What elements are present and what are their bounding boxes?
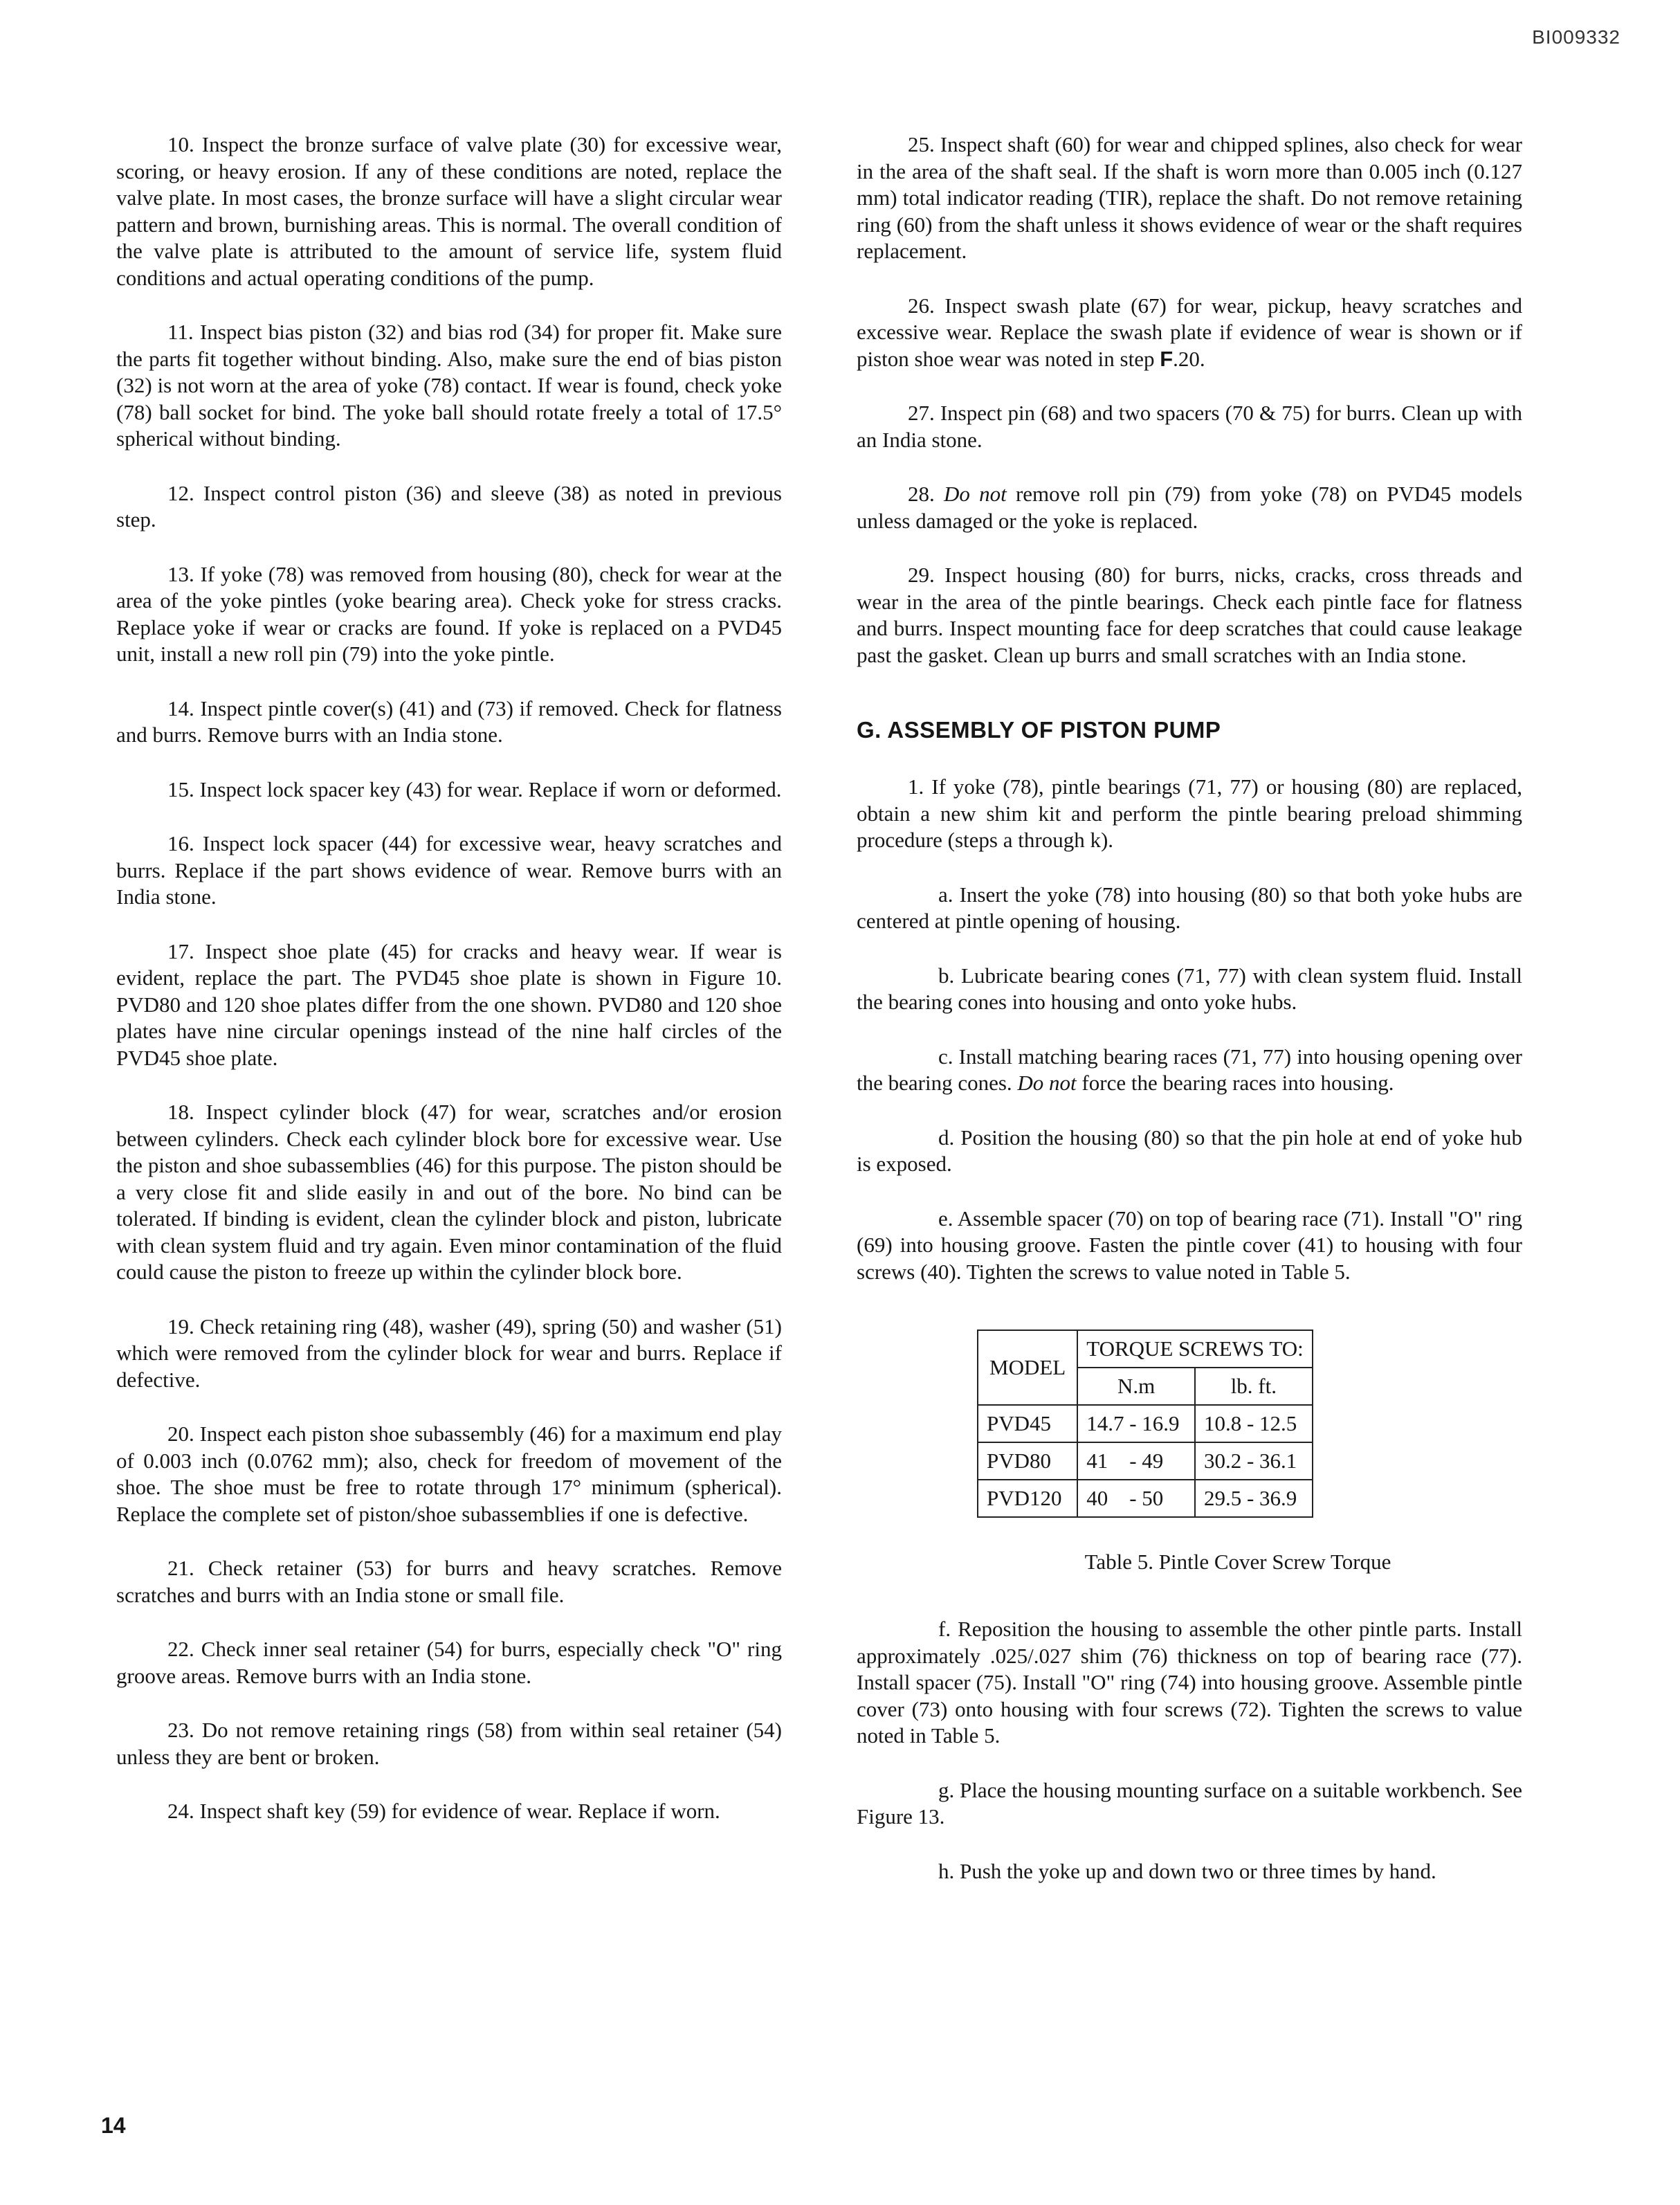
step-14: 14. Inspect pintle cover(s) (41) and (73) if removed. Check for flatness and burrs. Remove burrs with an India stone. <box>116 696 782 747</box>
left-column <box>116 131 782 1853</box>
step-26 <box>857 293 1522 373</box>
step-16: 16. Inspect lock spacer (44) for excessive wear, heavy scratches and burrs. Replace if the part shows evidence of wear. Remove burrs with an India stone. <box>116 831 782 909</box>
step-19: 19. Check retaining ring (48), washer (49), spring (50) and washer (51) which were removed from the cylinder block for wear and burrs. Replace if defective. <box>116 1314 782 1392</box>
assembly-step-d: d. Position the housing (80) so that the pin hole at end of yoke hub is exposed. <box>857 1125 1522 1176</box>
assembly-step-h: h. Push the yoke up and down two or three times by hand. <box>938 1858 1436 1883</box>
step-23: 23. Do not remove retaining rings (58) from within seal retainer (54) unless they are bent or broken. <box>116 1718 782 1769</box>
step-24: 24. Inspect shaft key (59) for evidence of wear. Replace if worn. <box>167 1799 720 1823</box>
table-cell-model: PVD45 <box>978 1405 1077 1442</box>
step-11: 11. Inspect bias piston (32) and bias rod (34) for proper fit. Make sure the parts fit together without binding. Also, make sure the end of bias piston (32) is not worn at the area of yoke (78) contact. If wear is found, check yoke (78) ball socket for bind. The yoke ball should rotate freely a total of 17.5° spherical without binding. <box>116 320 782 451</box>
step-12: 12. Inspect control piston (36) and sleeve (38) as noted in previous step. <box>116 480 782 532</box>
assembly-step-f: f. Reposition the housing to assemble the other pintle parts. Install approximately .025/.027 shim (76) thickness on top of bearing race (77). Install spacer (75). Install "O" ring (74) into housing groove. Assemble pintle cover (73) onto housing with four screws (72). Tighten the screws to value noted in Table 5. <box>857 1617 1522 1748</box>
document-id: BI009332 <box>1532 26 1620 48</box>
step-15: 15. Inspect lock spacer key (43) for wear. Replace if worn or deformed. <box>167 777 782 801</box>
step-21: 21. Check retainer (53) for burrs and heavy scratches. Remove scratches and burrs with an India stone or small file. <box>116 1556 782 1607</box>
table-cell-lbft: 30.2 - 36.1 <box>1195 1442 1313 1480</box>
step-27: 27. Inspect pin (68) and two spacers (70 & 75) for burrs. Clean up with an India stone. <box>857 401 1522 452</box>
step-28-number: 28. <box>908 482 944 506</box>
assembly-step-c <box>857 1044 1522 1097</box>
torque-header: TORQUE SCREWS TO: <box>1077 1330 1313 1368</box>
step-26-text: 26. Inspect swash plate (67) for wear, pickup, heavy scratches and excessive wear. Replace the swash plate if evidence of wear is shown or if piston shoe wear was noted in step <box>857 293 1522 371</box>
model-header: MODEL <box>978 1330 1077 1405</box>
assembly-step-e: e. Assemble spacer (70) on top of bearing race (71). Install "O" ring (69) into housing groove. Fasten the pintle cover (41) to housing with four screws (40). Tighten the screws to value noted in Table 5. <box>857 1206 1522 1284</box>
step-26-tail: .20. <box>1173 346 1205 371</box>
unit-lbft: lb. ft. <box>1195 1368 1313 1405</box>
step-25: 25. Inspect shaft (60) for wear and chipped splines, also check for wear in the area of the shaft seal. If the shaft is worn more than 0.005 inch (0.127 mm) total indicator reading (TIR), replace the shaft. Do not remove retaining ring (60) from the shaft unless it shows evidence of wear or the shaft requires replacement. <box>857 132 1522 263</box>
section-heading: G. ASSEMBLY OF PISTON PUMP <box>857 717 1221 743</box>
table-cell-nm: 40 - 50 <box>1077 1480 1195 1517</box>
step-29: 29. Inspect housing (80) for burrs, nicks, cracks, cross threads and wear in the area of the pintle bearings. Check each pintle face for flatness and burrs. Inspect mounting face for deep scratches that could cause leakage past the gasket. Clean up burrs and small scratches with an India stone. <box>857 563 1522 667</box>
table-cell-model: PVD80 <box>978 1442 1077 1480</box>
right-column <box>857 131 1522 1912</box>
table-cell-lbft: 10.8 - 12.5 <box>1195 1405 1313 1442</box>
assembly-step-c-text: c. Install matching bearing races (71, 77) into housing opening over the bearing cones. <box>857 1044 1522 1095</box>
unit-nm: N.m <box>1077 1368 1195 1405</box>
table-row <box>978 1405 1313 1442</box>
step-28-emphasis: Do not <box>943 482 1007 506</box>
step-10: 10. Inspect the bronze surface of valve plate (30) for excessive wear, scoring, or heavy erosion. If any of these conditions are noted, replace the valve plate. In most cases, the bronze surface will have a slight circular wear pattern and brown, burnishing areas. This is normal. The overall condition of the valve plate is attributed to the amount of service life, system fluid conditions and actual operating conditions of the pump. <box>116 132 782 290</box>
table-header-row <box>978 1330 1313 1368</box>
table-cell-nm: 41 - 49 <box>1077 1442 1195 1480</box>
step-20: 20. Inspect each piston shoe subassembly (46) for a maximum end play of 0.003 inch (0.0762 mm); also, check for freedom of movement of the shoe. The shoe must be free to rotate through 17° minimum (spherical). Replace the complete set of piston/shoe subassemblies if one is defective. <box>116 1422 782 1526</box>
assembly-step-1: 1. If yoke (78), pintle bearings (71, 77) or housing (80) are replaced, obtain a new shim kit and perform the pintle bearing preload shimming procedure (steps a through k). <box>857 774 1522 852</box>
step-28 <box>857 481 1522 534</box>
step-26-ref: F <box>1160 346 1174 371</box>
table-cell-lbft: 29.5 - 36.9 <box>1195 1480 1313 1517</box>
table-cell-model: PVD120 <box>978 1480 1077 1517</box>
assembly-step-c-tail: force the bearing races into housing. <box>1076 1071 1394 1095</box>
page-number: 14 <box>101 2113 126 2138</box>
table-caption: Table 5. Pintle Cover Screw Torque <box>1084 1550 1391 1574</box>
table-cell-nm: 14.7 - 16.9 <box>1077 1405 1195 1442</box>
step-13: 13. If yoke (78) was removed from housing (80), check for wear at the area of the yoke pintles (yoke bearing area). Check yoke for stress cracks. Replace yoke if wear or cracks are found. If yoke is replaced on a PVD45 unit, install a new roll pin (79) into the yoke pintle. <box>116 561 782 666</box>
assembly-step-g: g. Place the housing mounting surface on a suitable workbench. See Figure 13. <box>857 1777 1522 1829</box>
step-28-text: remove roll pin (79) from yoke (78) on PVD45 models unless damaged or the yoke is replaced. <box>857 482 1523 533</box>
step-22: 22. Check inner seal retainer (54) for burrs, especially check "O" ring groove areas. Remove burrs with an India stone. <box>116 1637 782 1688</box>
assembly-step-c-emphasis: Do not <box>1017 1071 1077 1095</box>
step-18: 18. Inspect cylinder block (47) for wear, scratches and/or erosion between cylinders. Check each cylinder block bore for excessive wear. Use the piston and shoe subassemblies (46) for this purpose. The piston should be a very close fit and slide easily in and out of the bore. No bind can be tolerated. If binding is evident, clean the cylinder block and piston, lubricate with clean system fluid and try again. Even minor contamination of the fluid could cause the piston to freeze up within the cylinder block bore. <box>116 1100 782 1284</box>
assembly-step-b: b. Lubricate bearing cones (71, 77) with clean system fluid. Install the bearing cones into housing and onto yoke hubs. <box>857 963 1522 1014</box>
step-17: 17. Inspect shoe plate (45) for cracks and heavy wear. If wear is evident, replace the part. The PVD45 shoe plate is shown in Figure 10. PVD80 and 120 shoe plates differ from the one shown. PVD80 and 120 shoe plates have nine circular openings instead of the nine half circles of the PVD45 shoe plate. <box>116 938 782 1070</box>
table-row <box>978 1442 1313 1480</box>
torque-table <box>977 1330 1313 1518</box>
assembly-step-a: a. Insert the yoke (78) into housing (80) so that both yoke hubs are centered at pintle opening of housing. <box>857 882 1522 933</box>
table-row <box>978 1480 1313 1517</box>
